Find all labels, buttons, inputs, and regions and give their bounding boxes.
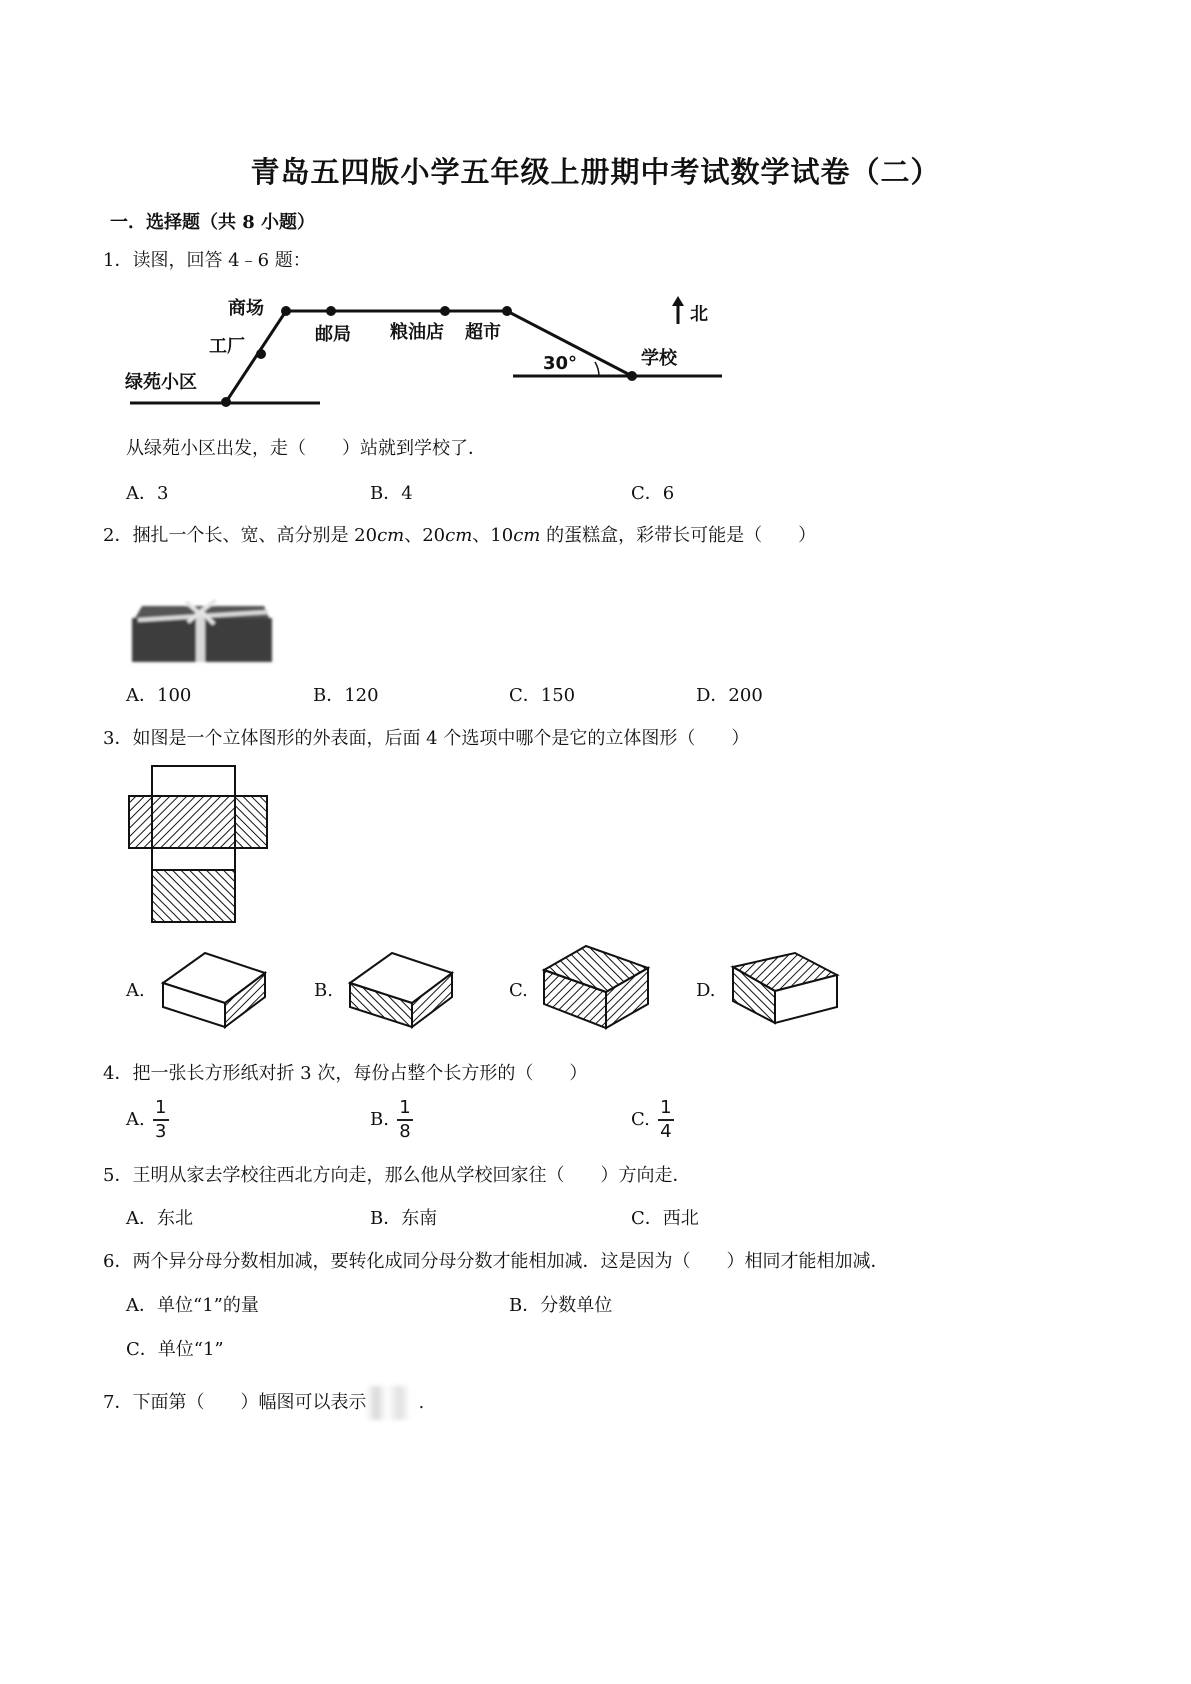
question-5-stem: 5．王明从家去学校往西北方向走，那么他从学校回家往（ ）方向走． [103, 1165, 691, 1186]
question-6-stem: 6．两个异分母分数相加减，要转化成同分母分数才能相加减．这是因为（ ）相同才能相加减． [103, 1251, 889, 1272]
fraction-one-eighth: $\frac{1}{8}$ [397, 1098, 413, 1142]
q5-option-a[interactable]: A．东北 [126, 1208, 193, 1229]
blurred-figure-image [366, 1386, 418, 1420]
question-1-sub: 从绿苑小区出发，走（ ）站就到学校了． [126, 438, 486, 459]
map-label-school: 学校 [641, 348, 677, 369]
question-7-stem: 7．下面第（ ）幅图可以表示 . [103, 1386, 424, 1420]
q3-option-b-label[interactable]: B. [314, 980, 333, 1001]
fraction-one-quarter: $\frac{1}{4}$ [658, 1098, 674, 1142]
map-label-supermarket: 超市 [465, 322, 501, 343]
q3-option-d-figure[interactable] [730, 945, 840, 1030]
question-1-stem: 1．读图，回答 4﹣6 题： [103, 250, 311, 271]
question-3-stem: 3．如图是一个立体图形的外表面，后面 4 个选项中哪个是它的立体图形（ ） [103, 728, 750, 749]
map-label-grain-shop: 粮油店 [390, 322, 444, 343]
q2-option-a[interactable]: A．100 [126, 685, 192, 706]
map-north-label: 北 [690, 304, 708, 325]
page-title: 青岛五四版小学五年级上册期中考试数学试卷（二） [250, 155, 941, 189]
q2-option-b[interactable]: B．120 [313, 685, 379, 706]
q5-option-b[interactable]: B．东南 [370, 1208, 438, 1229]
q1-option-a[interactable]: A．3 [126, 483, 169, 504]
box-net-figure [125, 764, 270, 924]
q3-option-d-label[interactable]: D. [696, 980, 716, 1001]
q6-option-a[interactable]: A．单位“1”的量 [126, 1295, 259, 1316]
map-label-mall: 商场 [228, 298, 264, 319]
q2-option-c[interactable]: C．150 [509, 685, 576, 706]
section-heading: 一．选择题（共 8 小题） [110, 212, 316, 233]
q6-option-c[interactable]: C．单位“1” [126, 1339, 224, 1360]
route-map-figure [125, 290, 725, 415]
q2-option-d[interactable]: D．200 [696, 685, 763, 706]
cake-box-image [128, 598, 278, 666]
map-angle-label: 30° [543, 353, 578, 374]
q3-option-c-label[interactable]: C. [509, 980, 528, 1001]
q4-option-c[interactable]: C. $\frac{1}{4}$ [631, 1098, 674, 1142]
q5-option-c[interactable]: C．西北 [631, 1208, 699, 1229]
q3-option-a-label[interactable]: A. [126, 980, 145, 1001]
q3-option-b-figure[interactable] [345, 945, 455, 1030]
q6-option-b[interactable]: B．分数单位 [509, 1295, 613, 1316]
map-label-lvyuan: 绿苑小区 [125, 372, 197, 393]
question-2-stem: 2．捆扎一个长、宽、高分别是 20cm、20cm、10cm 的蛋糕盒，彩带长可能是（ ） [103, 525, 817, 546]
q1-option-c[interactable]: C．6 [631, 483, 675, 504]
map-label-post-office: 邮局 [315, 324, 351, 345]
q4-option-b[interactable]: B. $\frac{1}{8}$ [370, 1098, 413, 1142]
q3-option-c-figure[interactable] [541, 942, 651, 1032]
q4-option-a[interactable]: A. $\frac{1}{3}$ [126, 1098, 169, 1142]
q3-option-a-figure[interactable] [158, 945, 268, 1030]
q1-option-b[interactable]: B．4 [370, 483, 413, 504]
map-label-factory: 工厂 [209, 336, 245, 357]
question-4-stem: 4．把一张长方形纸对折 3 次，每份占整个长方形的（ ） [103, 1063, 588, 1084]
fraction-one-third: $\frac{1}{3}$ [153, 1098, 169, 1142]
